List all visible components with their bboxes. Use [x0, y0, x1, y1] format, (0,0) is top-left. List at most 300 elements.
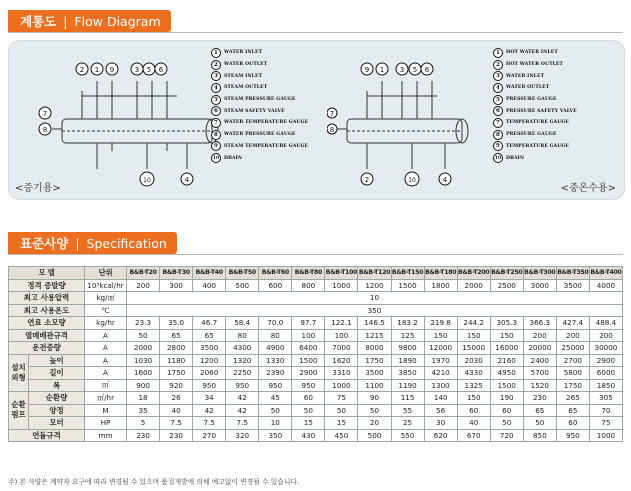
spec-value: 2400 — [523, 354, 556, 367]
flow-divider — [8, 32, 623, 33]
steam-legend-item: 3 STEAM INLET — [211, 70, 308, 82]
spec-title-separator: | — [75, 235, 80, 251]
spec-value: 20000 — [523, 342, 556, 355]
spec-row — [9, 379, 623, 392]
model-column-header: B&B-T400 — [589, 267, 622, 280]
hot-water-marker-6 — [421, 63, 433, 75]
spec-value: 305 — [589, 392, 622, 405]
spec-value: 200 — [556, 329, 589, 342]
svg-text:4: 4 — [442, 176, 448, 184]
steam-schematic — [37, 51, 237, 191]
hot-water-legend-item: 6 PRESSURE SAFETY VALVE — [493, 105, 577, 117]
spec-value: 18 — [127, 392, 160, 405]
model-header: 모 델 — [9, 267, 85, 280]
spec-value: 3850 — [391, 367, 424, 380]
spec-value: 16000 — [490, 342, 523, 355]
spec-value: 920 — [160, 379, 193, 392]
spec-group-label: 설치 외형 — [9, 354, 29, 392]
spec-value: 5800 — [556, 367, 589, 380]
spec-value: 500 — [226, 279, 259, 292]
spec-merged-value: 350 — [127, 304, 623, 317]
spec-unit: kg/㎠ — [85, 292, 127, 305]
spec-value: 40 — [160, 404, 193, 417]
spec-value: 2000 — [127, 342, 160, 355]
spec-row — [9, 354, 623, 367]
spec-value: 100 — [325, 329, 358, 342]
steam-legend-item: 9 STEAM TEMPERATURE GAUGE — [211, 141, 308, 153]
spec-value: 23.3 — [127, 317, 160, 330]
spec-value: 219.8 — [424, 317, 457, 330]
spec-value: 1030 — [127, 354, 160, 367]
spec-value: 115 — [391, 392, 424, 405]
spec-value: 500 — [358, 429, 391, 442]
spec-value: 150 — [457, 392, 490, 405]
spec-value: 7000 — [325, 342, 358, 355]
spec-value: 1620 — [325, 354, 358, 367]
spec-value: 15000 — [457, 342, 490, 355]
spec-value: 265 — [556, 392, 589, 405]
model-column-header: B&B-T40 — [193, 267, 226, 280]
spec-value: 1520 — [523, 379, 556, 392]
hot-water-legend-item: 7 TEMPERATURE GAUGE — [493, 117, 577, 129]
spec-value: 90 — [358, 392, 391, 405]
hot-water-legend-item: 5 PRESSURE GAUGE — [493, 94, 577, 106]
spec-value: 140 — [424, 392, 457, 405]
spec-value: 2000 — [457, 279, 490, 292]
svg-text:9: 9 — [109, 66, 115, 74]
model-column-header: B&B-T180 — [424, 267, 457, 280]
svg-text:10: 10 — [143, 177, 151, 184]
spec-value: 230 — [160, 429, 193, 442]
spec-value: 200 — [589, 329, 622, 342]
hot-water-legend-item: 4 WATER OUTLET — [493, 82, 577, 94]
spec-value: 2900 — [589, 354, 622, 367]
spec-merged-value: 10 — [127, 292, 623, 305]
spec-row — [9, 304, 623, 317]
spec-value: 97.7 — [292, 317, 325, 330]
steam-marker-1 — [91, 63, 103, 75]
spec-value: 4950 — [490, 367, 523, 380]
model-column-header: B&B-T100 — [325, 267, 358, 280]
spec-value: 5700 — [523, 367, 556, 380]
spec-value: 7.5 — [226, 417, 259, 430]
spec-unit: ㎥/hr — [85, 392, 127, 405]
model-column-header: B&B-T150 — [391, 267, 424, 280]
spec-value: 200 — [127, 279, 160, 292]
spec-value: 3500 — [193, 342, 226, 355]
svg-text:4: 4 — [184, 176, 190, 184]
spec-value: 1750 — [358, 354, 391, 367]
spec-unit: 10³kcal/hr — [85, 279, 127, 292]
spec-row-label: 연돌규격 — [9, 429, 85, 442]
model-column-header: B&B-T120 — [358, 267, 391, 280]
spec-value: 58.4 — [226, 317, 259, 330]
steam-legend — [211, 47, 308, 164]
spec-unit: A — [85, 342, 127, 355]
hot-water-marker-2 — [361, 173, 373, 185]
spec-value: 488.4 — [589, 317, 622, 330]
spec-value: 42 — [226, 392, 259, 405]
hot-water-marker-3 — [396, 63, 408, 75]
steam-marker-3 — [131, 63, 143, 75]
spec-divider — [8, 254, 623, 255]
model-column-header: B&B-T300 — [523, 267, 556, 280]
spec-value: 60 — [292, 392, 325, 405]
spec-value: 1600 — [127, 367, 160, 380]
spec-value: 56 — [424, 404, 457, 417]
spec-value: 1190 — [391, 379, 424, 392]
spec-value: 35.0 — [160, 317, 193, 330]
spec-value: 230 — [523, 392, 556, 405]
spec-value: 6000 — [589, 367, 622, 380]
spec-value: 950 — [259, 379, 292, 392]
spec-row — [9, 404, 623, 417]
spec-value: 950 — [226, 379, 259, 392]
spec-value: 1000 — [325, 279, 358, 292]
steam-legend-item: 8 WATER PRESSURE GAUGE — [211, 129, 308, 141]
hot-water-legend-item: 2 HOT WATER OUTLET — [493, 59, 577, 71]
steam-marker-6 — [155, 63, 167, 75]
hot-water-marker-5 — [409, 63, 421, 75]
spec-value: 2060 — [193, 367, 226, 380]
spec-value: 1330 — [259, 354, 292, 367]
spec-value: 50 — [490, 417, 523, 430]
spec-value: 300 — [160, 279, 193, 292]
spec-value: 670 — [457, 429, 490, 442]
spec-value: 15 — [325, 417, 358, 430]
spec-row-label: 순환량 — [29, 392, 85, 405]
spec-value: 45 — [259, 392, 292, 405]
spec-value: 70.0 — [259, 317, 292, 330]
svg-text:2: 2 — [79, 66, 85, 74]
spec-value: 6400 — [292, 342, 325, 355]
spec-value: 4900 — [259, 342, 292, 355]
spec-value: 1180 — [160, 354, 193, 367]
spec-value: 270 — [193, 429, 226, 442]
spec-row — [9, 417, 623, 430]
spec-row — [9, 367, 623, 380]
spec-value: 50 — [358, 404, 391, 417]
spec-value: 2250 — [226, 367, 259, 380]
spec-unit: HP — [85, 417, 127, 430]
spec-value: 150 — [424, 329, 457, 342]
spec-value: 550 — [391, 429, 424, 442]
spec-unit: A — [85, 367, 127, 380]
spec-value: 1200 — [193, 354, 226, 367]
spec-value: 400 — [193, 279, 226, 292]
spec-value: 40 — [457, 417, 490, 430]
spec-value: 1500 — [391, 279, 424, 292]
svg-text:8: 8 — [42, 126, 48, 134]
svg-text:2: 2 — [364, 176, 370, 184]
spec-value: 2800 — [160, 342, 193, 355]
spec-unit: ㎡ — [85, 379, 127, 392]
spec-row — [9, 317, 623, 330]
model-column-header: B&B-T30 — [160, 267, 193, 280]
hot-water-marker-9 — [361, 63, 373, 75]
steam-marker-5 — [143, 63, 155, 75]
spec-row-label: 최고 사용온도 — [9, 304, 85, 317]
spec-value: 600 — [259, 279, 292, 292]
spec-row — [9, 279, 623, 292]
steam-legend-item: 10 DRAIN — [211, 152, 308, 164]
spec-value: 10 — [259, 417, 292, 430]
spec-value: 1320 — [226, 354, 259, 367]
spec-value: 950 — [292, 379, 325, 392]
steam-marker-2 — [76, 63, 88, 75]
spec-value: 60 — [457, 404, 490, 417]
flow-title-ko: 계통도 — [20, 14, 57, 29]
spec-unit: A — [85, 329, 127, 342]
flow-diagram-header — [8, 10, 171, 32]
spec-value: 2700 — [556, 354, 589, 367]
spec-value: 7.5 — [193, 417, 226, 430]
spec-row-label: 운전중량 — [9, 342, 85, 355]
svg-text:10: 10 — [408, 177, 416, 184]
spec-value: 1800 — [424, 279, 457, 292]
hot-water-marker-7 — [327, 108, 337, 118]
spec-value: 2030 — [457, 354, 490, 367]
svg-text:6: 6 — [158, 66, 164, 74]
svg-text:7: 7 — [42, 110, 48, 118]
spec-value: 430 — [292, 429, 325, 442]
spec-value: 450 — [325, 429, 358, 442]
spec-value: 950 — [556, 429, 589, 442]
spec-value: 4210 — [424, 367, 457, 380]
unit-header: 단위 — [85, 267, 127, 280]
spec-value: 1970 — [424, 354, 457, 367]
model-column-header: B&B-T80 — [292, 267, 325, 280]
spec-row-label: 정격 증발량 — [9, 279, 85, 292]
spec-unit: ℃ — [85, 304, 127, 317]
spec-value: 1500 — [490, 379, 523, 392]
steam-legend-item: 6 STEAM SAFETY VALVE — [211, 105, 308, 117]
spec-value: 35 — [127, 404, 160, 417]
spec-value: 366.3 — [523, 317, 556, 330]
spec-value: 1750 — [160, 367, 193, 380]
steam-marker-8 — [39, 123, 51, 135]
spec-value: 190 — [490, 392, 523, 405]
spec-value: 350 — [259, 429, 292, 442]
model-column-header: B&B-T50 — [226, 267, 259, 280]
hot-water-legend-item: 8 PRESSURE GAUGE — [493, 129, 577, 141]
spec-value: 720 — [490, 429, 523, 442]
spec-value: 800 — [292, 279, 325, 292]
spec-row-label: 폭 — [29, 379, 85, 392]
hot-water-legend-item: 1 HOT WATER INLET — [493, 47, 577, 59]
steam-caption: <증기용> — [15, 183, 61, 194]
spec-unit: M — [85, 404, 127, 417]
spec-value: 20 — [358, 417, 391, 430]
spec-value: 34 — [193, 392, 226, 405]
spec-value: 46.7 — [193, 317, 226, 330]
spec-value: 1325 — [457, 379, 490, 392]
spec-value: 9800 — [391, 342, 424, 355]
spec-header-row — [9, 267, 623, 280]
spec-value: 2900 — [292, 367, 325, 380]
spec-value: 50 — [523, 417, 556, 430]
hot-water-marker-1 — [376, 63, 388, 75]
spec-row — [9, 392, 623, 405]
svg-text:3: 3 — [134, 66, 140, 74]
spec-value: 1215 — [358, 329, 391, 342]
spec-value: 150 — [457, 329, 490, 342]
svg-text:5: 5 — [146, 66, 152, 74]
steam-legend-item: 2 WATER OUTLET — [211, 59, 308, 71]
flow-title-separator: | — [63, 13, 68, 29]
hot-water-legend — [493, 47, 577, 164]
spec-value: 75 — [325, 392, 358, 405]
spec-value: 427.4 — [556, 317, 589, 330]
svg-text:3: 3 — [399, 66, 405, 74]
spec-value: 80 — [226, 329, 259, 342]
spec-row-label: 높이 — [29, 354, 85, 367]
spec-value: 25000 — [556, 342, 589, 355]
steam-marker-4 — [181, 173, 193, 185]
spec-value: 100 — [292, 329, 325, 342]
spec-value: 26 — [160, 392, 193, 405]
spec-row-label: 모터 — [29, 417, 85, 430]
spec-group-label: 순환 펌프 — [9, 392, 29, 430]
steam-marker-7 — [39, 107, 51, 119]
spec-value: 1300 — [424, 379, 457, 392]
spec-value: 60 — [556, 417, 589, 430]
spec-value: 50 — [259, 404, 292, 417]
footnote: 주) 본 사양은 계약자 요구에 따라 변경될 수 있으며 품질개발에 의해 예고없이 변경될 수 있습니다. — [8, 478, 300, 486]
flow-title-en: Flow Diagram — [74, 13, 161, 29]
spec-row-label: 연료 소모량 — [9, 317, 85, 330]
spec-value: 950 — [193, 379, 226, 392]
spec-value: 42 — [226, 404, 259, 417]
spec-value: 7.5 — [160, 417, 193, 430]
spec-value: 25 — [391, 417, 424, 430]
spec-value: 3310 — [325, 367, 358, 380]
spec-value: 1890 — [391, 354, 424, 367]
hot-water-marker-8 — [327, 124, 337, 134]
spec-value: 305.3 — [490, 317, 523, 330]
steam-legend-item: 1 WATER INLET — [211, 47, 308, 59]
spec-unit: mm — [85, 429, 127, 442]
steam-marker-9 — [106, 63, 118, 75]
spec-value: 1100 — [358, 379, 391, 392]
spec-value: 146.5 — [358, 317, 391, 330]
spec-value: 320 — [226, 429, 259, 442]
spec-table — [8, 266, 623, 442]
spec-value: 65 — [160, 329, 193, 342]
spec-value: 3000 — [523, 279, 556, 292]
steam-marker-10 — [140, 172, 154, 186]
model-column-header: B&B-T60 — [259, 267, 292, 280]
spec-value: 8000 — [358, 342, 391, 355]
spec-value: 150 — [490, 329, 523, 342]
spec-value: 2390 — [259, 367, 292, 380]
spec-title-ko: 표준사양 — [20, 236, 69, 251]
spec-value: 183.2 — [391, 317, 424, 330]
spec-value: 42 — [193, 404, 226, 417]
spec-row — [9, 342, 623, 355]
steam-legend-item: 5 STEAM PRESSURE GAUGE — [211, 94, 308, 106]
spec-value: 1750 — [556, 379, 589, 392]
spec-value: 65 — [556, 404, 589, 417]
spec-value: 230 — [127, 429, 160, 442]
steam-legend-item: 4 STEAM OUTLET — [211, 82, 308, 94]
spec-value: 15 — [292, 417, 325, 430]
model-column-header: B&B-T350 — [556, 267, 589, 280]
spec-value: 50 — [292, 404, 325, 417]
spec-value: 1850 — [589, 379, 622, 392]
svg-text:8: 8 — [329, 126, 335, 134]
model-column-header: B&B-T200 — [457, 267, 490, 280]
steam-legend-item: 7 WATER TEMPERATURE GAUGE — [211, 117, 308, 129]
spec-title-en: Specification — [86, 235, 167, 251]
spec-value: 50 — [127, 329, 160, 342]
flow-diagram-panel — [8, 40, 625, 200]
spec-value: 1000 — [325, 379, 358, 392]
hot-water-marker-4 — [439, 173, 451, 185]
spec-value: 900 — [127, 379, 160, 392]
spec-header — [8, 232, 177, 254]
spec-value: 200 — [523, 329, 556, 342]
spec-unit: kg/hr — [85, 317, 127, 330]
spec-row-label: 열매배관규격 — [9, 329, 85, 342]
spec-value: 80 — [259, 329, 292, 342]
spec-value: 125 — [391, 329, 424, 342]
model-column-header: B&B-T250 — [490, 267, 523, 280]
spec-value: 244.2 — [457, 317, 490, 330]
spec-value: 60 — [490, 404, 523, 417]
spec-value: 850 — [523, 429, 556, 442]
spec-value: 30000 — [589, 342, 622, 355]
spec-row — [9, 429, 623, 442]
spec-value: 122.1 — [325, 317, 358, 330]
spec-value: 4300 — [226, 342, 259, 355]
spec-value: 5 — [127, 417, 160, 430]
spec-value: 4000 — [589, 279, 622, 292]
spec-value: 55 — [391, 404, 424, 417]
hot-water-legend-item: 9 TEMPERATURE GAUGE — [493, 141, 577, 153]
hot-water-legend-item: 10 DRAIN — [493, 152, 577, 164]
spec-row — [9, 329, 623, 342]
hot-water-schematic — [327, 51, 477, 191]
spec-value: 65 — [523, 404, 556, 417]
spec-value: 4330 — [457, 367, 490, 380]
spec-value: 2500 — [490, 279, 523, 292]
svg-text:6: 6 — [424, 66, 430, 74]
hot-water-legend-item: 3 WATER INLET — [493, 70, 577, 82]
spec-row-label: 최고 사용압력 — [9, 292, 85, 305]
spec-value: 2160 — [490, 354, 523, 367]
spec-value: 75 — [589, 417, 622, 430]
spec-row — [9, 292, 623, 305]
spec-value: 30 — [424, 417, 457, 430]
hot-water-marker-10 — [405, 172, 419, 186]
svg-text:5: 5 — [412, 66, 418, 74]
svg-text:1: 1 — [94, 66, 100, 74]
spec-value: 1000 — [589, 429, 622, 442]
spec-value: 12000 — [424, 342, 457, 355]
spec-value: 620 — [424, 429, 457, 442]
spec-value: 70 — [589, 404, 622, 417]
spec-value: 50 — [325, 404, 358, 417]
spec-row-label: 양정 — [29, 404, 85, 417]
svg-text:7: 7 — [329, 110, 335, 118]
spec-row-label: 길이 — [29, 367, 85, 380]
spec-unit: A — [85, 354, 127, 367]
spec-value: 1200 — [358, 279, 391, 292]
spec-value: 1500 — [292, 354, 325, 367]
spec-value: 65 — [193, 329, 226, 342]
hot-water-caption: <중온수용> — [560, 183, 616, 194]
